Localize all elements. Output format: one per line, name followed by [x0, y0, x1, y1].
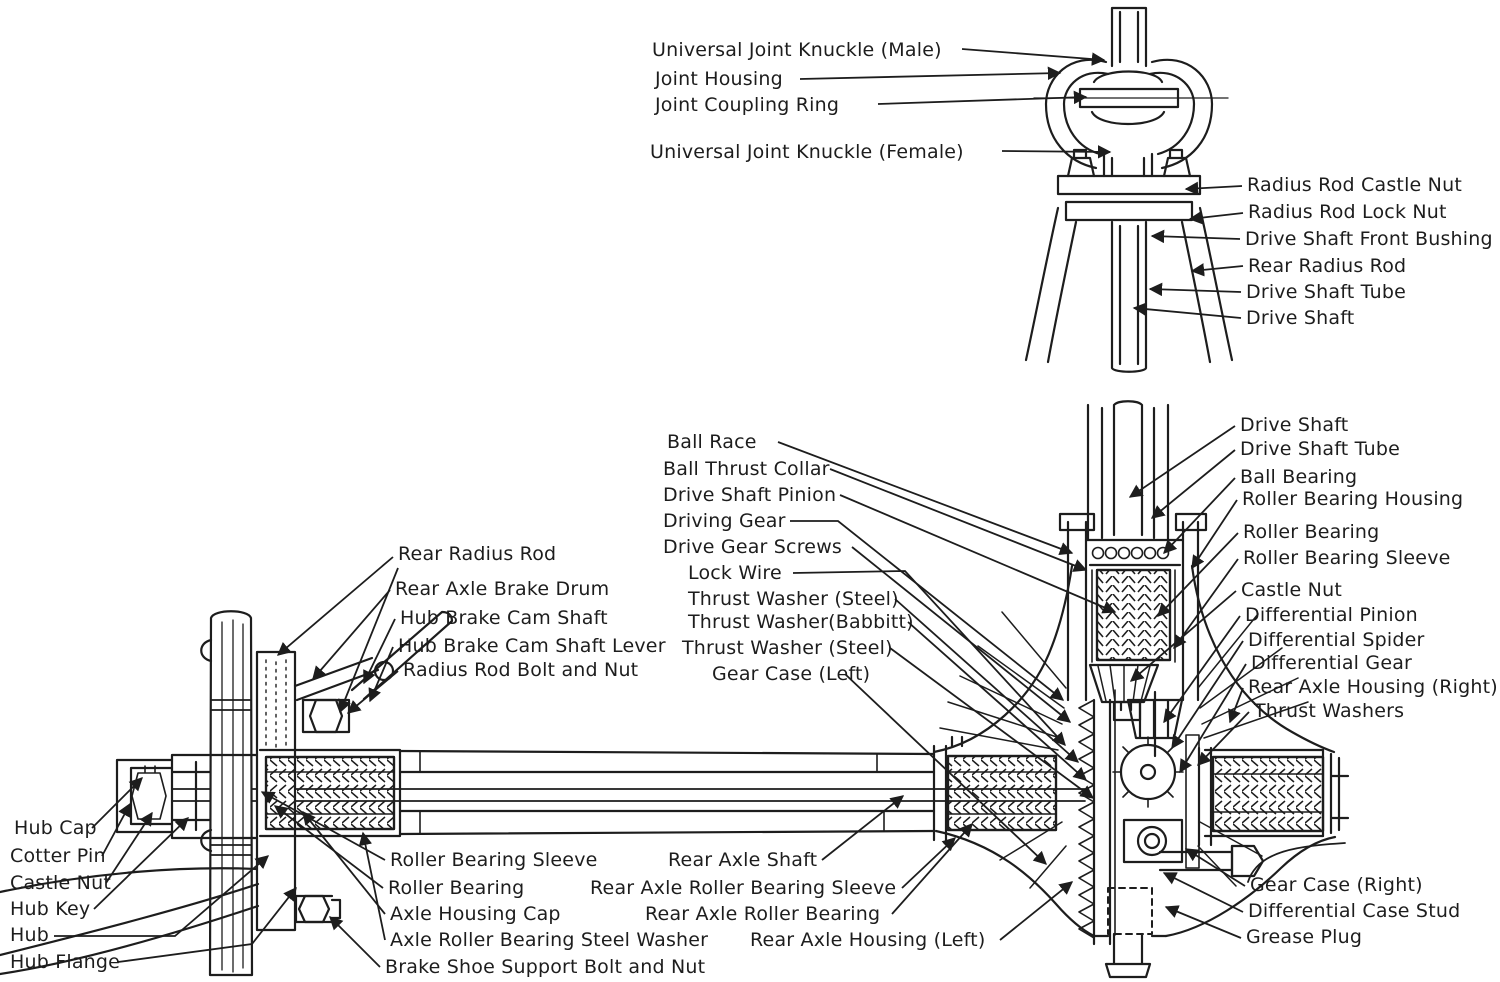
- leader-rear-axle-roller-bearing-sleeve: [902, 838, 955, 888]
- diff-spider-hub: [1141, 765, 1155, 779]
- diff-drive-shaft-tube: [1088, 401, 1168, 540]
- label-gear-case-right: Gear Case (Right): [1250, 874, 1423, 896]
- driving-gear-teeth: [1079, 700, 1094, 938]
- label-grease-plug: Grease Plug: [1246, 926, 1363, 948]
- leader-radius-rod-castle-nut: [1186, 186, 1242, 189]
- label-driving-gear: Driving Gear: [663, 510, 786, 532]
- label-brake-shoe-support-bolt-and-nut: Brake Shoe Support Bolt and Nut: [385, 956, 706, 978]
- label-roller-bearing-left: Roller Bearing: [388, 877, 525, 899]
- label-drive-shaft-tube-top: Drive Shaft Tube: [1246, 281, 1406, 303]
- leader-rear-radius-rod-top: [1192, 266, 1243, 271]
- label-rear-axle-housing-left: Rear Axle Housing (Left): [750, 929, 986, 951]
- label-hub-cap: Hub Cap: [14, 817, 97, 839]
- leader-drive-shaft-tube-right: [1152, 450, 1235, 518]
- uj-housing-inner: [1064, 73, 1194, 154]
- label-rear-radius-rod-top: Rear Radius Rod: [1248, 255, 1407, 277]
- label-hub-key: Hub Key: [10, 898, 91, 920]
- label-rear-radius-rod: Rear Radius Rod: [398, 543, 557, 565]
- leader-ball-bearing: [1164, 478, 1235, 553]
- label-rear-axle-housing-right: Rear Axle Housing (Right): [1248, 676, 1498, 698]
- leader-drive-shaft-top: [1134, 308, 1241, 318]
- label-castle-nut-right: Castle Nut: [1241, 579, 1342, 601]
- diff-left-bearing-hatch: [948, 756, 1056, 830]
- label-ball-bearing: Ball Bearing: [1240, 466, 1358, 488]
- label-axle-roller-bearing-steel-washer: Axle Roller Bearing Steel Washer: [390, 929, 709, 951]
- label-universal-joint-knuckle-female: Universal Joint Knuckle (Female): [650, 141, 964, 163]
- leader-radius-rod-lock-nut: [1190, 213, 1243, 219]
- hub-bearing-hatch: [266, 757, 394, 829]
- label-thrust-washer-steel-1: Thrust Washer (Steel): [688, 588, 899, 610]
- grease-plug-bolt: [1106, 934, 1150, 977]
- label-drive-shaft-pinion: Drive Shaft Pinion: [663, 484, 837, 506]
- label-differential-pinion: Differential Pinion: [1245, 604, 1418, 626]
- diff-case-bore: [1138, 827, 1166, 855]
- label-drive-shaft-right: Drive Shaft: [1240, 414, 1349, 436]
- label-drive-shaft-tube-right: Drive Shaft Tube: [1240, 438, 1400, 460]
- label-radius-rod-lock-nut: Radius Rod Lock Nut: [1248, 201, 1447, 223]
- axle-tube-ticks: [420, 751, 884, 834]
- label-joint-coupling-ring: Joint Coupling Ring: [655, 94, 840, 116]
- label-drive-shaft-front-bushing: Drive Shaft Front Bushing: [1245, 228, 1493, 250]
- leader-thrust-washer-steel-1: [895, 599, 1078, 762]
- label-cotter-pin: Cotter Pin: [10, 845, 106, 867]
- label-ball-thrust-collar: Ball Thrust Collar: [663, 458, 830, 480]
- label-hub: Hub: [10, 924, 49, 946]
- label-differential-case-stud: Differential Case Stud: [1248, 900, 1461, 922]
- leader-differential-gear: [1180, 664, 1246, 772]
- label-axle-housing-cap: Axle Housing Cap: [390, 903, 561, 925]
- label-hub-flange: Hub Flange: [10, 951, 121, 973]
- leader-universal-joint-knuckle-female: [1002, 151, 1110, 152]
- label-thrust-washer-steel-2: Thrust Washer (Steel): [682, 637, 893, 659]
- uj-drive-shaft-tube: [1112, 222, 1146, 372]
- label-rear-axle-shaft: Rear Axle Shaft: [668, 849, 818, 871]
- right-housing-end: [1323, 750, 1348, 836]
- uj-square-shaft: [1112, 8, 1146, 66]
- leader-joint-housing: [800, 73, 1060, 79]
- hub-castle-nut-shape: [132, 766, 166, 819]
- uj-radius-rods: [1026, 208, 1232, 362]
- ball-bearing-balls: [1093, 548, 1169, 559]
- label-hub-brake-cam-shaft: Hub Brake Cam Shaft: [400, 607, 608, 629]
- leader-drive-shaft-front-bushing: [1152, 236, 1240, 239]
- label-radius-rod-castle-nut: Radius Rod Castle Nut: [1247, 174, 1462, 196]
- label-universal-joint-knuckle-male: Universal Joint Knuckle (Male): [652, 39, 942, 61]
- label-lock-wire: Lock Wire: [688, 562, 782, 584]
- leader-differential-case-stud: [1164, 873, 1243, 912]
- leader-brake-shoe-support-bolt-and-nut: [330, 917, 380, 967]
- diff-case-stud-nut: [1232, 846, 1263, 876]
- radius-rod-nut-shape: [310, 700, 342, 732]
- leader-ball-thrust-collar: [830, 469, 1086, 570]
- label-gear-case-left: Gear Case (Left): [712, 663, 871, 685]
- label-roller-bearing-sleeve-right: Roller Bearing Sleeve: [1243, 547, 1451, 569]
- label-thrust-washer-babbitt: Thrust Washer(Babbitt): [688, 611, 914, 633]
- label-rear-axle-brake-drum: Rear Axle Brake Drum: [395, 578, 610, 600]
- label-hub-brake-cam-shaft-lever: Hub Brake Cam Shaft Lever: [398, 635, 666, 657]
- label-drive-shaft-top: Drive Shaft: [1246, 307, 1355, 329]
- label-roller-bearing-housing: Roller Bearing Housing: [1242, 488, 1464, 510]
- leader-drive-shaft-right: [1130, 426, 1235, 497]
- pinion-castle-nut: [1114, 702, 1140, 720]
- brake-shoe-nut: [299, 896, 329, 922]
- leader-hub-brake-cam-shaft-lever: [370, 647, 393, 701]
- universal-joint-view: [1026, 8, 1232, 372]
- axle-housing-tube: [400, 751, 934, 834]
- leader-universal-joint-knuckle-male: [962, 49, 1104, 60]
- label-castle-nut-left: Castle Nut: [10, 872, 111, 894]
- leader-drive-gear-screws: [852, 547, 1070, 722]
- leader-rear-axle-shaft: [822, 796, 903, 860]
- label-roller-bearing-right: Roller Bearing: [1243, 521, 1380, 543]
- uj-flange-bars: [1058, 176, 1200, 220]
- label-ball-race: Ball Race: [667, 431, 757, 453]
- label-rear-axle-roller-bearing: Rear Axle Roller Bearing: [645, 903, 881, 925]
- label-rear-axle-roller-bearing-sleeve: Rear Axle Roller Bearing Sleeve: [590, 877, 897, 899]
- label-differential-spider: Differential Spider: [1248, 629, 1425, 651]
- right-bearing-hatch: [1213, 757, 1323, 831]
- label-radius-rod-bolt-and-nut: Radius Rod Bolt and Nut: [403, 659, 639, 681]
- label-roller-bearing-sleeve-left: Roller Bearing Sleeve: [390, 849, 598, 871]
- leader-joint-coupling-ring: [878, 97, 1086, 104]
- label-drive-gear-screws: Drive Gear Screws: [663, 536, 843, 558]
- label-thrust-washers: Thrust Washers: [1254, 700, 1405, 722]
- label-differential-gear: Differential Gear: [1251, 652, 1413, 674]
- label-joint-housing: Joint Housing: [655, 68, 783, 90]
- leader-rear-axle-roller-bearing: [892, 824, 972, 914]
- uj-neck: [1104, 154, 1152, 176]
- diff-case-bore-inner: [1145, 834, 1159, 848]
- uj-castle-nuts: [1068, 150, 1190, 176]
